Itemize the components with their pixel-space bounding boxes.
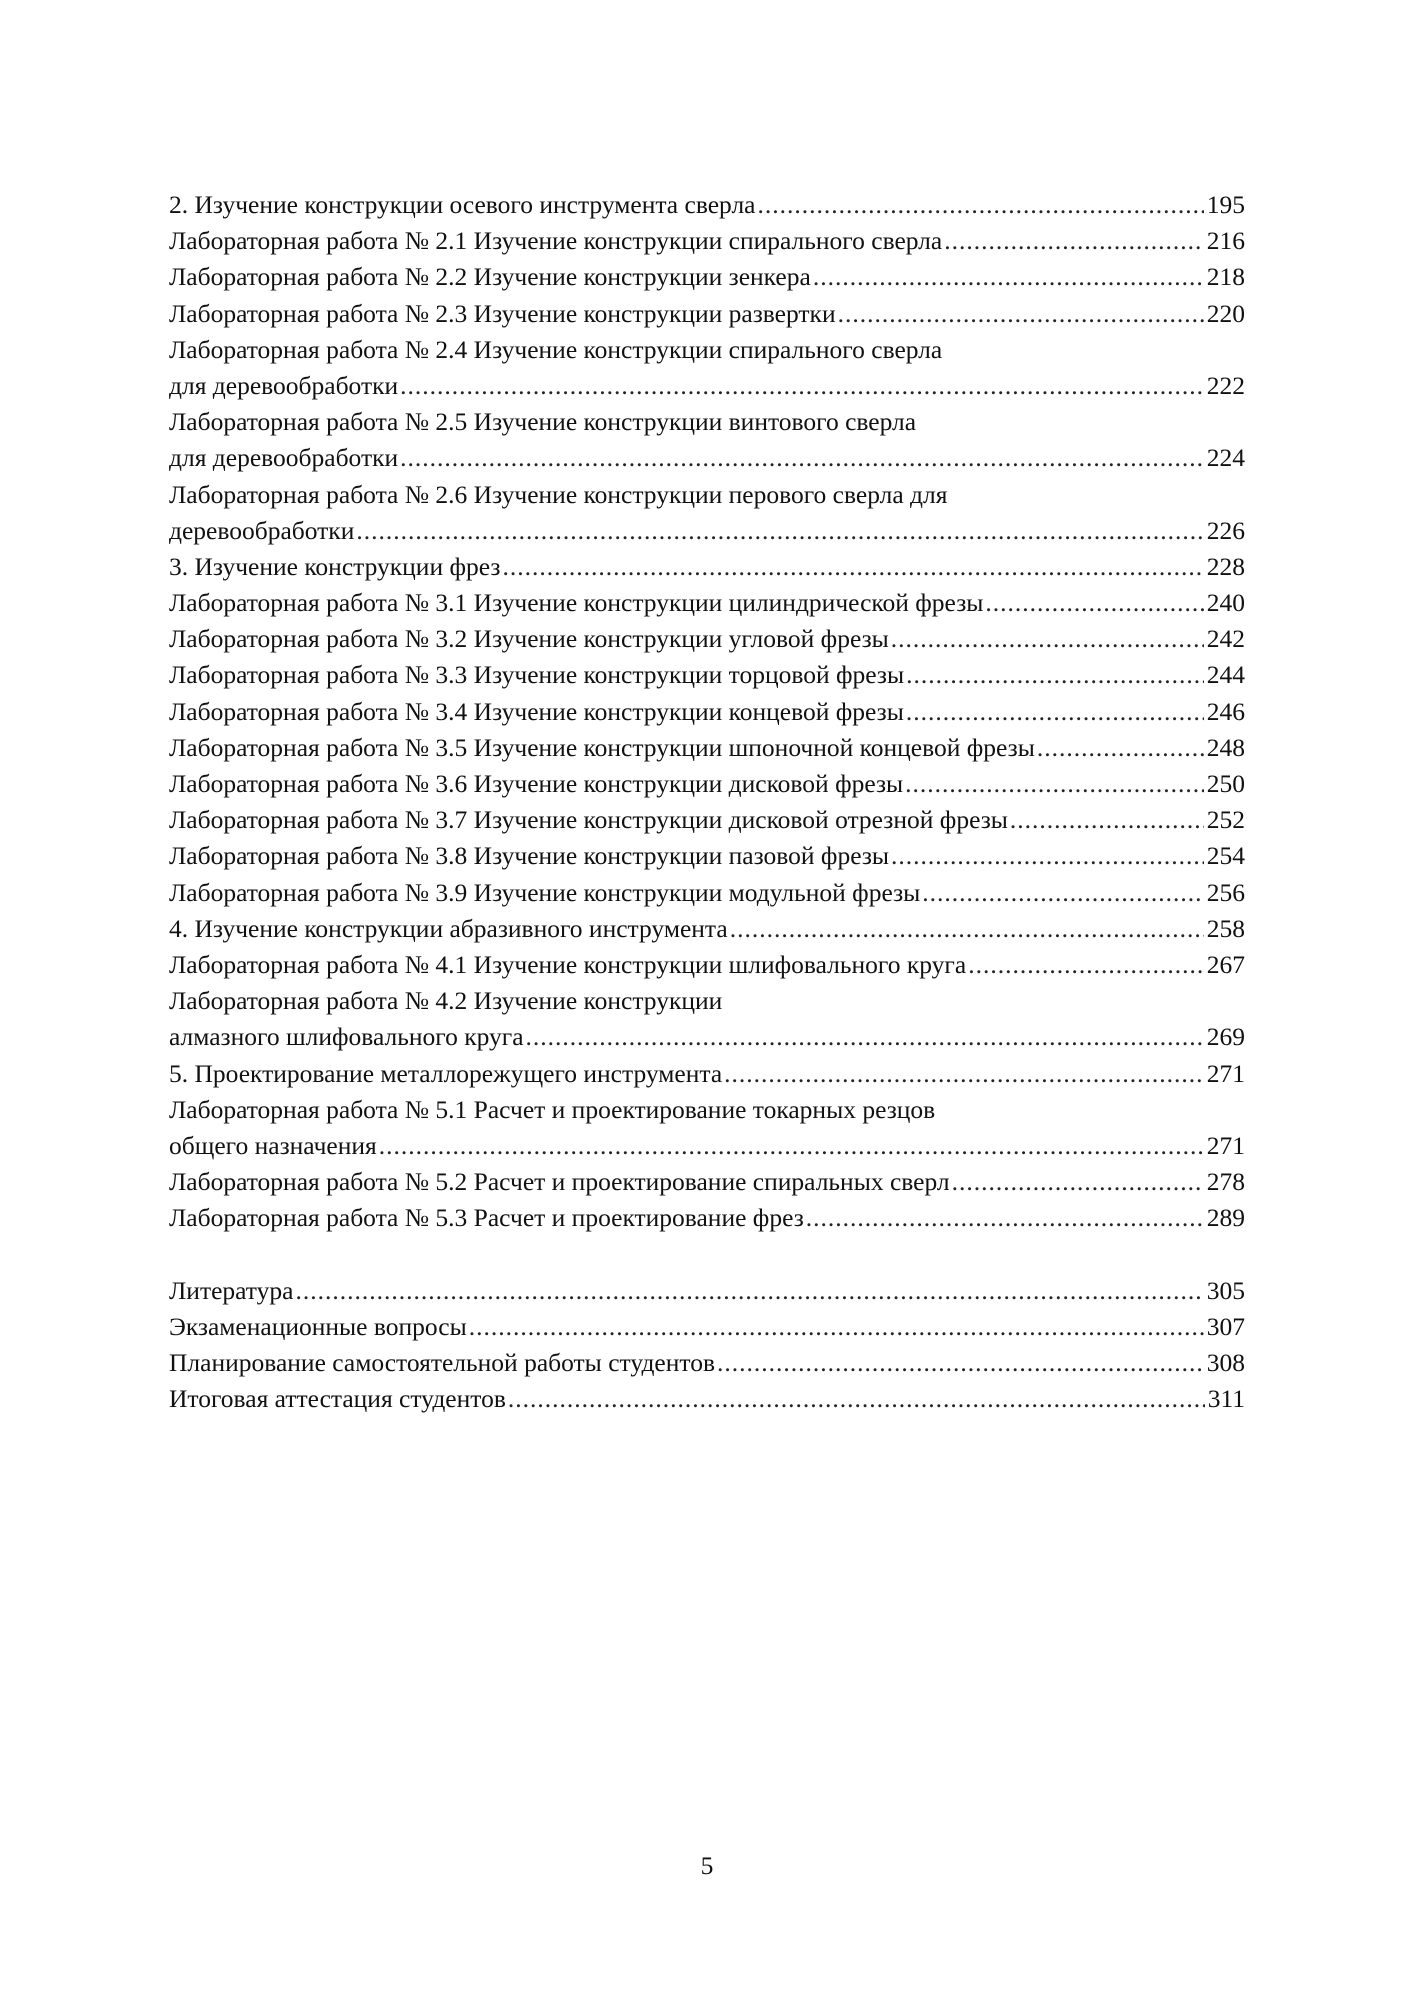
dot-leader <box>922 875 1203 911</box>
toc-entry-title: Лабораторная работа № 3.8 Изучение конструкции пазовой фрезы <box>169 841 890 871</box>
toc-entry-page: 240 <box>1206 588 1245 618</box>
toc-entry-page: 228 <box>1206 551 1245 581</box>
toc-entry[interactable] <box>169 838 1245 874</box>
dot-leader <box>985 585 1203 621</box>
dot-leader <box>813 259 1204 295</box>
toc-entry-title: Лабораторная работа № 3.6 Изучение конструкции дисковой фрезы <box>169 769 904 798</box>
dot-leader <box>379 1128 1204 1164</box>
dot-leader <box>952 1164 1204 1200</box>
dot-leader <box>806 1200 1204 1236</box>
toc-entry[interactable] <box>169 657 1245 693</box>
toc-entry-page: 252 <box>1206 805 1245 835</box>
toc-entry-heading-line: Лабораторная работа № 2.6 Изучение конструкции перового сверла для <box>169 479 948 509</box>
toc-entry[interactable] <box>169 1381 1245 1417</box>
dot-leader <box>295 1273 1203 1309</box>
toc-entry-page: 308 <box>1206 1348 1245 1377</box>
toc-entry[interactable] <box>169 947 1245 983</box>
dot-leader <box>758 187 1204 223</box>
toc-entry[interactable] <box>169 259 1245 295</box>
toc-entry-page: 305 <box>1206 1275 1245 1305</box>
dot-leader <box>968 947 1204 983</box>
section-gap <box>169 1236 1245 1272</box>
toc-entry[interactable] <box>169 1200 1245 1236</box>
dot-leader <box>469 1309 1204 1345</box>
toc-entry-title: для деревообработки <box>169 443 399 473</box>
toc-entry-title: Лабораторная работа № 3.2 Изучение конструкции угловой фрезы <box>169 624 889 654</box>
toc-entry-page: 254 <box>1206 841 1245 871</box>
toc-entry[interactable] <box>169 296 1245 332</box>
toc-entry-page: 278 <box>1206 1167 1245 1197</box>
dot-leader <box>905 766 1204 802</box>
toc-entry[interactable] <box>169 513 1245 549</box>
toc-entry-title: для деревообработки <box>169 370 399 400</box>
toc-main-section <box>169 187 1245 1236</box>
toc-entry-heading-line: Лабораторная работа № 4.2 Изучение конструкции <box>169 986 723 1016</box>
toc-entry-title: 3. Изучение конструкции фрез <box>169 551 501 581</box>
toc-entry-title: Лабораторная работа № 3.7 Изучение конструкции дисковой отрезной фрезы <box>169 805 1008 835</box>
toc-entry-page: 216 <box>1206 226 1245 256</box>
toc-entry[interactable] <box>169 694 1245 730</box>
toc-entry-title: общего назначения <box>169 1130 377 1160</box>
toc-entry[interactable] <box>169 1273 1245 1309</box>
toc-entry-page: 250 <box>1206 769 1245 798</box>
toc-entry-title: 5. Проектирование металлорежущего инструмента <box>169 1058 723 1088</box>
dot-leader <box>906 657 1204 693</box>
page-number: 5 <box>700 1851 714 1880</box>
toc-entry[interactable] <box>169 549 1245 585</box>
dot-leader <box>891 621 1204 657</box>
dot-leader <box>838 296 1204 332</box>
toc-entry-title: Лабораторная работа № 2.3 Изучение конструкции развертки <box>169 298 836 328</box>
toc-entry-page: 271 <box>1206 1130 1245 1160</box>
toc-entry[interactable] <box>169 440 1245 476</box>
toc-entry-title: Экзаменационные вопросы <box>169 1311 467 1341</box>
toc-entry[interactable] <box>169 368 1245 404</box>
toc-entry[interactable] <box>169 911 1245 947</box>
dot-leader <box>724 1056 1204 1092</box>
toc-entry[interactable] <box>169 223 1245 259</box>
toc-entry-page: 242 <box>1206 624 1245 654</box>
dot-leader <box>717 1345 1204 1381</box>
dot-leader <box>502 549 1203 585</box>
dot-leader <box>400 440 1204 476</box>
toc-entry[interactable] <box>169 1056 1245 1092</box>
toc-entry-title: 2. Изучение конструкции осевого инструмента сверла <box>169 190 756 219</box>
dot-leader <box>891 838 1204 874</box>
toc-entry-page: 224 <box>1206 443 1245 473</box>
toc-entry[interactable] <box>169 1309 1245 1345</box>
toc-entry[interactable] <box>169 621 1245 657</box>
toc-entry-title: Литература <box>169 1275 294 1305</box>
toc-entry-heading-line: Лабораторная работа № 2.5 Изучение конструкции винтового сверла <box>169 407 917 437</box>
dot-leader <box>508 1381 1205 1417</box>
toc-entry-page: 256 <box>1206 877 1245 907</box>
toc-entry-page: 311 <box>1207 1384 1245 1414</box>
toc-entry-title: Лабораторная работа № 3.3 Изучение конструкции торцовой фрезы <box>169 660 905 690</box>
toc-entry-title: Лабораторная работа № 4.1 Изучение конструкции шлифовального круга <box>169 949 967 979</box>
dot-leader <box>400 368 1204 404</box>
toc-entry-title: Итоговая аттестация студентов <box>169 1384 506 1414</box>
toc-entry[interactable] <box>169 802 1245 838</box>
toc-entry-page: 220 <box>1206 298 1245 328</box>
toc-entry-title: Лабораторная работа № 2.1 Изучение конструкции спирального сверла <box>169 226 943 256</box>
toc-entry[interactable] <box>169 1164 1245 1200</box>
toc-entry-page: 222 <box>1206 370 1245 400</box>
toc-entry[interactable] <box>169 187 1245 223</box>
table-of-contents <box>169 187 1245 1417</box>
toc-entry-page: 195 <box>1206 190 1245 219</box>
toc-entry-title: Лабораторная работа № 3.4 Изучение конструкции концевой фрезы <box>169 696 904 726</box>
toc-entry[interactable] <box>169 730 1245 766</box>
toc-entry-title: Лабораторная работа № 3.9 Изучение конструкции модульной фрезы <box>169 877 921 907</box>
toc-entry-page: 271 <box>1206 1058 1245 1088</box>
dot-leader <box>1010 802 1204 838</box>
toc-entry-title: Лабораторная работа № 3.1 Изучение конструкции цилиндрической фрезы <box>169 588 984 618</box>
toc-entry-title: 4. Изучение конструкции абразивного инструмента <box>169 913 728 943</box>
toc-entry-title: алмазного шлифовального круга <box>169 1022 524 1052</box>
dot-leader <box>526 1019 1204 1055</box>
toc-entry-page: 258 <box>1206 913 1245 943</box>
toc-entry-title: Лабораторная работа № 5.2 Расчет и проектирование спиральных сверл <box>169 1167 950 1197</box>
toc-appendix-section <box>169 1273 1245 1418</box>
toc-entry[interactable] <box>169 766 1245 802</box>
toc-entry-heading-line: Лабораторная работа № 2.4 Изучение конструкции спирального сверла <box>169 334 943 364</box>
toc-entry-title: деревообработки <box>169 515 355 545</box>
toc-entry-page: 267 <box>1206 949 1245 979</box>
dot-leader <box>356 513 1203 549</box>
toc-entry-title: Лабораторная работа № 3.5 Изучение конструкции шпоночной концевой фрезы <box>169 732 1035 762</box>
toc-entry-title: Лабораторная работа № 2.2 Изучение конструкции зенкера <box>169 262 811 292</box>
toc-entry-heading-line: Лабораторная работа № 5.1 Расчет и проектирование токарных резцов <box>169 1094 936 1124</box>
toc-entry[interactable] <box>169 1019 1245 1055</box>
toc-entry[interactable] <box>169 585 1245 621</box>
toc-entry-page: 244 <box>1206 660 1245 690</box>
toc-entry[interactable] <box>169 1128 1245 1164</box>
dot-leader <box>906 694 1204 730</box>
toc-entry-page: 269 <box>1206 1022 1245 1052</box>
toc-entry[interactable] <box>169 875 1245 911</box>
dot-leader <box>730 911 1204 947</box>
toc-entry-page: 289 <box>1206 1203 1245 1233</box>
dot-leader <box>944 223 1204 259</box>
toc-entry-page: 226 <box>1206 515 1245 545</box>
dot-leader <box>1037 730 1204 766</box>
toc-entry-page: 307 <box>1206 1311 1245 1341</box>
toc-entry-title: Планирование самостоятельной работы студентов <box>169 1348 715 1377</box>
toc-entry-page: 218 <box>1206 262 1245 292</box>
toc-entry-title: Лабораторная работа № 5.3 Расчет и проектирование фрез <box>169 1203 804 1233</box>
toc-entry-page: 248 <box>1206 732 1245 762</box>
toc-entry[interactable] <box>169 1345 1245 1381</box>
toc-entry-page: 246 <box>1206 696 1245 726</box>
